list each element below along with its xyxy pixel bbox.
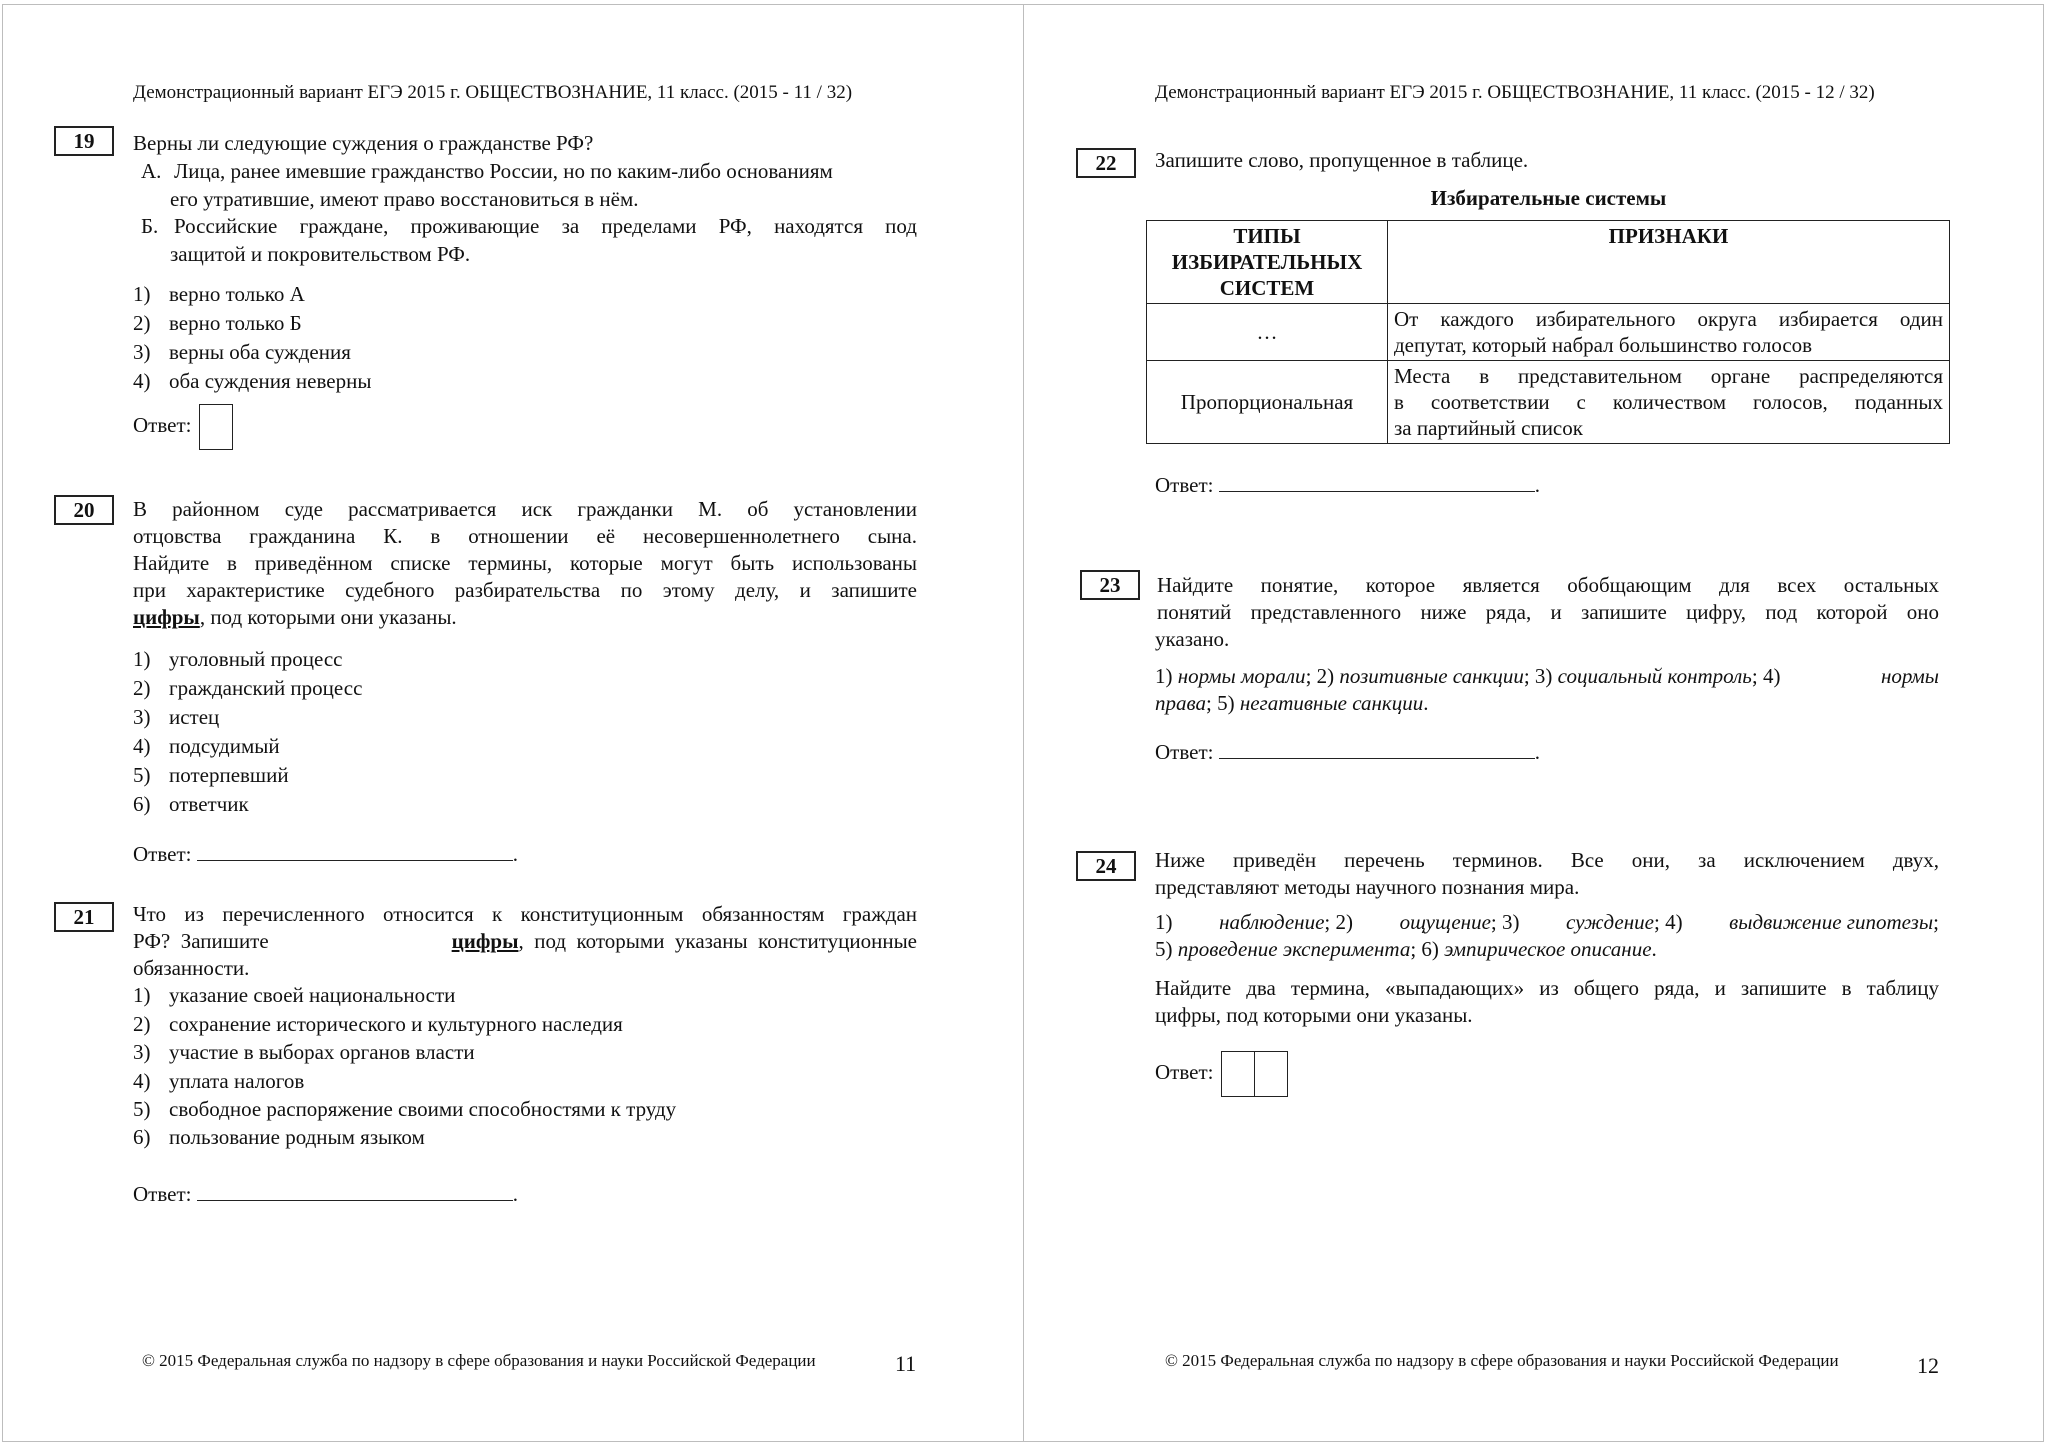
q20-option-4 <box>133 733 280 760</box>
item-number: ; 5) <box>1205 691 1235 715</box>
item-term: негативные санкции <box>1239 691 1424 715</box>
option-text: указание своей национальности <box>169 983 456 1007</box>
option-text: гражданский процесс <box>169 676 363 700</box>
q21-option-4 <box>133 1068 304 1095</box>
answer-end: . <box>1534 740 1540 764</box>
question-number-19: 19 <box>54 126 114 156</box>
page-header: Демонстрационный вариант ЕГЭ 2015 г. ОБЩЕСТВОЗНАНИЕ, 11 класс. (2015 - 11 / 32) <box>133 82 853 103</box>
table-cell-sign <box>1388 304 1950 361</box>
q20-text-line1: В районном суде рассматривается иск гражданки М. об установлении <box>133 497 917 521</box>
item-number: ; 2) <box>1305 664 1335 688</box>
q23-item <box>1155 663 1780 690</box>
q20-bold-word: цифры <box>133 605 200 629</box>
item-number: ; 3) <box>1523 664 1553 688</box>
option-text: уголовный процесс <box>169 647 343 671</box>
option-number: 5) <box>133 1097 151 1121</box>
q24-answer-box-1[interactable] <box>1221 1051 1255 1097</box>
q19-statement-b-line1: Российские граждане, проживающие за пределами РФ, находятся под <box>174 214 917 238</box>
table-cell-type: Пропорциональная <box>1147 361 1388 444</box>
q22-table-wrap <box>1146 220 1950 444</box>
question-number-21: 21 <box>54 902 114 932</box>
q24-text-line4: цифры, под которыми они указаны. <box>1155 1003 1473 1027</box>
option-text: истец <box>169 705 220 729</box>
option-text: потерпевший <box>169 763 289 787</box>
item-term: нормы <box>1881 664 1939 688</box>
option-number: 1) <box>133 282 151 306</box>
q20-option-6 <box>133 791 249 818</box>
option-number: 4) <box>133 1069 151 1093</box>
q20-text-line4: при характеристике судебного разбирательства по этому делу, и запишите <box>133 578 917 602</box>
q19-statement-a-line2: его утратившие, имеют право восстановиться в нём. <box>170 187 639 211</box>
q23-text-line3: указано. <box>1155 627 1230 651</box>
item-term: социальный контроль <box>1557 664 1752 688</box>
cell-line: От каждого избирательного округа избирается один <box>1394 307 1943 331</box>
header-line: СИСТЕМ <box>1219 276 1315 300</box>
q20-answer <box>133 840 518 868</box>
q21-bold-word: цифры <box>451 929 519 953</box>
header-line: ПРИЗНАКИ <box>1608 224 1729 248</box>
q22-table-title: Избирательные системы <box>1430 186 1667 210</box>
item-number: 5) <box>1155 937 1173 961</box>
q22-table <box>1146 220 1950 444</box>
cell-line: в соответствии с количеством голосов, поданных <box>1394 390 1943 414</box>
q24-item <box>1729 909 1939 936</box>
option-text: подсудимый <box>169 734 280 758</box>
q24-text-line3: Найдите два термина, «выпадающих» из общего ряда, и запишите в таблицу <box>1155 976 1939 1000</box>
item-number: 1) <box>1155 910 1173 934</box>
item-end: . <box>1651 937 1657 961</box>
q19-answer <box>133 404 233 450</box>
q20-option-3 <box>133 704 219 731</box>
q23-items-line2 <box>1155 690 1429 717</box>
q20-option-2 <box>133 675 362 702</box>
q21-option-6 <box>133 1124 425 1151</box>
option-text: верно только А <box>169 282 305 306</box>
q21-option-1 <box>133 982 455 1009</box>
q24-answer-box-2[interactable] <box>1255 1051 1288 1097</box>
item-term: проведение эксперимента <box>1177 937 1411 961</box>
question-number-22: 22 <box>1076 148 1136 178</box>
option-number: 2) <box>133 676 151 700</box>
q23-answer-line[interactable] <box>1219 738 1535 759</box>
q21-answer <box>133 1180 518 1208</box>
q21-text-line1: Что из перечисленного относится к конституционным обязанностям граждан <box>133 902 917 926</box>
item-term: ощущение <box>1399 910 1491 934</box>
option-number: 6) <box>133 1125 151 1149</box>
q24-items-line2 <box>1155 936 1657 963</box>
option-number: 4) <box>133 369 151 393</box>
table-row <box>1147 304 1950 361</box>
option-text: свободное распоряжение своими способностями к труду <box>169 1097 677 1121</box>
table-cell-sign <box>1388 361 1950 444</box>
answer-label: Ответ: <box>133 842 192 866</box>
q21-line2-end: , под которыми указаны конституционные <box>518 929 917 953</box>
answer-end: . <box>512 1182 518 1206</box>
q23-text-line2: понятий представленного ниже ряда, и запишите цифру, под которой оно <box>1157 600 1939 624</box>
q20-option-1 <box>133 646 343 673</box>
table-header-types <box>1147 221 1388 304</box>
q22-answer-line[interactable] <box>1219 471 1535 492</box>
answer-label: Ответ: <box>133 412 192 437</box>
option-number: 4) <box>133 734 151 758</box>
q21-answer-line[interactable] <box>197 1180 513 1201</box>
item-end: . <box>1423 691 1429 715</box>
q19-statement-a-line1: Лица, ранее имевшие гражданство России, но по каким-либо основаниям <box>174 159 833 183</box>
table-cell-type-missing: … <box>1147 304 1388 361</box>
cell-line: Места в представительном органе распределяются <box>1394 364 1943 388</box>
item-term: суждение <box>1566 910 1654 934</box>
option-number: 1) <box>133 647 151 671</box>
option-text: верны оба суждения <box>169 340 351 364</box>
q23-answer <box>1155 738 1540 766</box>
q21-option-2 <box>133 1011 623 1038</box>
answer-label: Ответ: <box>1155 473 1214 497</box>
q20-text-line3: Найдите в приведённом списке термины, которые могут быть использованы <box>133 551 917 575</box>
q20-text-line2: отцовства гражданина К. в отношении её несовершеннолетнего сына. <box>133 524 917 548</box>
page-number: 12 <box>1917 1353 1939 1378</box>
q22-prompt: Запишите слово, пропущенное в таблице. <box>1155 148 1529 172</box>
page-number: 11 <box>895 1351 917 1376</box>
option-text: сохранение исторического и культурного наследия <box>169 1012 623 1036</box>
option-text: оба суждения неверны <box>169 369 372 393</box>
q19-option-3 <box>133 339 351 366</box>
answer-label: Ответ: <box>1155 1059 1214 1084</box>
option-text: уплата налогов <box>169 1069 305 1093</box>
page-divider <box>1023 4 1024 1442</box>
item-term: наблюдение <box>1219 910 1325 934</box>
table-header-signs <box>1388 221 1950 304</box>
q21-line2-start: РФ? Запишите <box>133 929 269 953</box>
option-number: 5) <box>133 763 151 787</box>
answer-label: Ответ: <box>133 1182 192 1206</box>
q19-statement-a-label: А. <box>141 159 162 183</box>
header-line: ТИПЫ <box>1233 224 1301 248</box>
q22-answer <box>1155 471 1540 499</box>
answer-end: . <box>1534 473 1540 497</box>
q20-option-5 <box>133 762 289 789</box>
q24-text-line2: представляют методы научного познания мира. <box>1155 875 1580 899</box>
question-number-20: 20 <box>54 495 114 525</box>
q20-text-line5-rest: , под которыми они указаны. <box>199 605 457 629</box>
item-number: ; 3) <box>1490 910 1520 934</box>
item-term: нормы морали <box>1177 664 1306 688</box>
option-number: 3) <box>133 705 151 729</box>
q19-option-4 <box>133 368 371 395</box>
table-row <box>1147 361 1950 444</box>
q19-prompt: Верны ли следующие суждения о гражданстве РФ? <box>133 131 594 155</box>
item-term: эмпирическое описание <box>1444 937 1652 961</box>
q19-answer-box[interactable] <box>199 404 233 450</box>
q23-text-line1: Найдите понятие, которое является обобщающим для всех остальных <box>1157 573 1939 597</box>
item-sep: ; <box>1933 910 1939 934</box>
q24-items-line1 <box>1155 909 1939 936</box>
question-number-24: 24 <box>1076 851 1136 881</box>
option-number: 2) <box>133 1012 151 1036</box>
option-number: 2) <box>133 311 151 335</box>
q19-option-2 <box>133 310 302 337</box>
q24-item <box>1219 909 1353 936</box>
page-header: Демонстрационный вариант ЕГЭ 2015 г. ОБЩЕСТВОЗНАНИЕ, 11 класс. (2015 - 12 / 32) <box>1155 82 1875 103</box>
answer-end: . <box>512 842 518 866</box>
q21-text-line2 <box>133 928 917 955</box>
option-text: пользование родным языком <box>169 1125 425 1149</box>
option-text: участие в выборах органов власти <box>169 1040 475 1064</box>
q20-text-line5 <box>133 604 457 631</box>
q19-option-1 <box>133 281 305 308</box>
page-footer: © 2015 Федеральная служба по надзору в сфере образования и науки Российской Федерации <box>142 1351 816 1370</box>
q24-text-line1: Ниже приведён перечень терминов. Все они, за исключением двух, <box>1155 848 1939 872</box>
item-term: права <box>1155 691 1206 715</box>
q23-items-line1 <box>1155 663 1939 690</box>
q21-option-5 <box>133 1096 676 1123</box>
q19-statement-b-line2: защитой и покровительством РФ. <box>170 242 471 266</box>
option-number: 3) <box>133 1040 151 1064</box>
cell-line: депутат, который набрал большинство голосов <box>1394 333 1813 357</box>
question-number-23: 23 <box>1080 570 1140 600</box>
item-number: ; 4) <box>1654 910 1683 934</box>
q21-line2-rest <box>452 928 917 955</box>
cell-line: за партийный список <box>1394 416 1583 440</box>
q20-answer-line[interactable] <box>197 840 513 861</box>
page-footer: © 2015 Федеральная служба по надзору в сфере образования и науки Российской Федерации <box>1165 1351 1839 1370</box>
option-text: ответчик <box>169 792 249 816</box>
item-term: позитивные санкции <box>1339 664 1524 688</box>
option-number: 1) <box>133 983 151 1007</box>
answer-label: Ответ: <box>1155 740 1214 764</box>
q21-text-line3: обязанности. <box>133 956 250 980</box>
q24-answer <box>1155 1051 1288 1097</box>
option-text: верно только Б <box>169 311 302 335</box>
header-line: ИЗБИРАТЕЛЬНЫХ <box>1171 250 1363 274</box>
item-number: ; 6) <box>1410 937 1439 961</box>
option-number: 3) <box>133 340 151 364</box>
item-number: ; 2) <box>1324 910 1353 934</box>
item-number: 1) <box>1155 664 1173 688</box>
q24-item <box>1566 909 1683 936</box>
q24-item <box>1400 909 1520 936</box>
item-term: выдвижение гипотезы <box>1729 910 1934 934</box>
item-number: ; 4) <box>1751 664 1781 688</box>
q19-statement-b-label: Б. <box>141 214 159 238</box>
q21-option-3 <box>133 1039 475 1066</box>
option-number: 6) <box>133 792 151 816</box>
table-header-row <box>1147 221 1950 304</box>
